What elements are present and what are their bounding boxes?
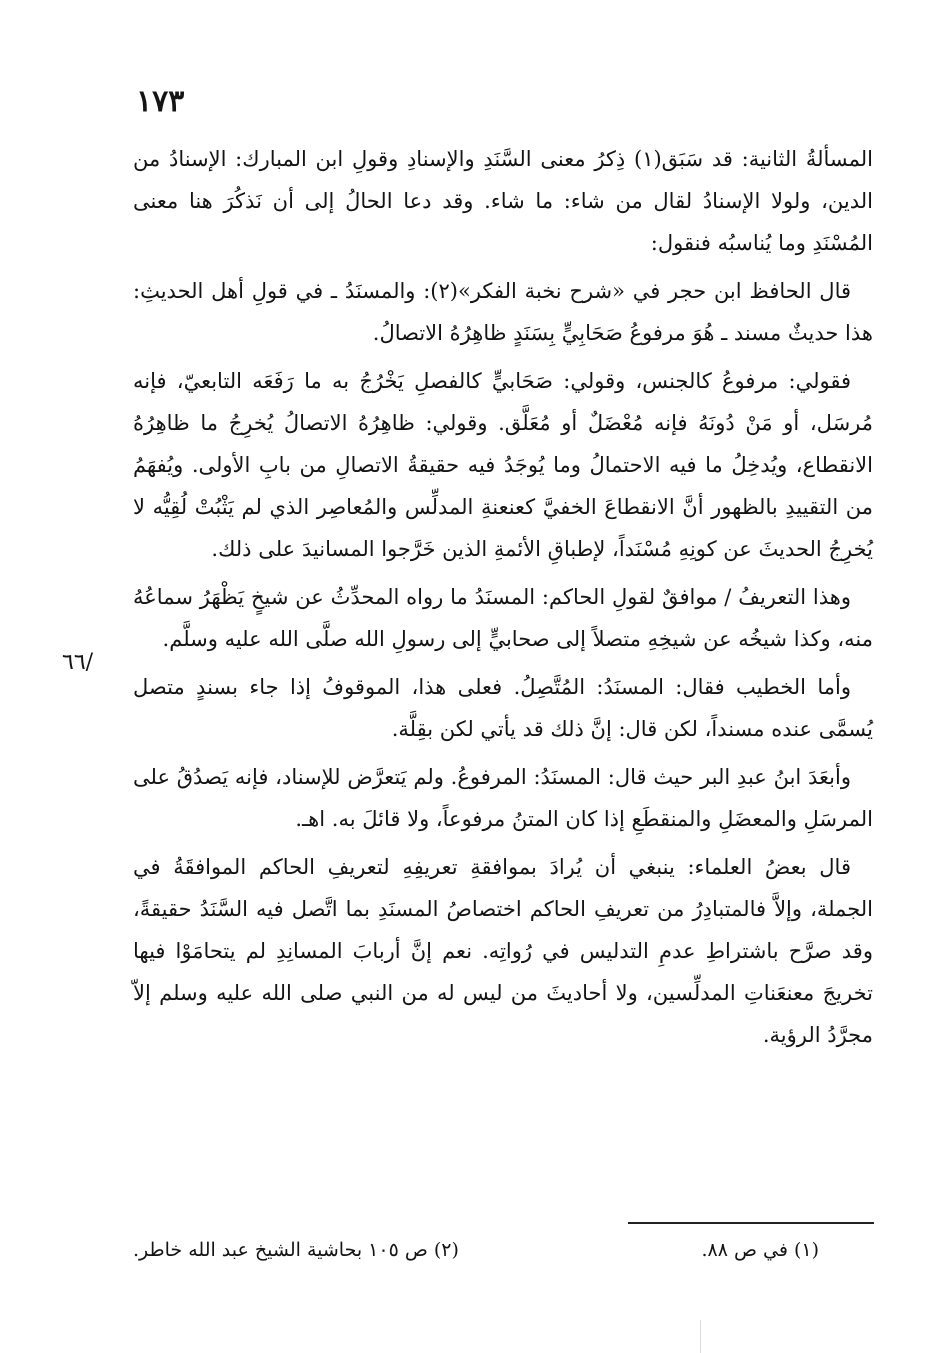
paragraph-7: قال بعضُ العلماء: ينبغي أن يُرادَ بموافقةِ تعريفِهِ لتعريفِ الحاكم الموافقَةُ في الجملة، وإلاَّ فالمتبادِرُ من تعريفِ الحاكم اختصاصُ المسنَدِ بما اتَّصل فيه السَّنَدُ حقيقةً، وقد صرَّح باشتراطِ عدمِ التدليس في رُواتِه. نعم إنَّ أربابَ المسانِدِ لم يتحامَوْا فيها تخريجَ معنعَناتِ المدلِّسين، ولا أحاديثَ من ليس له من النبي صلى الله عليه وسلم إلاّ مجرَّدُ الرؤية. xyxy=(133,855,873,1047)
paragraph-2: قال الحافظ ابن حجر في «شرح نخبة الفكر»(٢): والمسنَدُ ـ في قولِ أهل الحديثِ: هذا حديثٌ مسند ـ هُوَ مرفوعُ صَحَابِيٍّ بِسَنَدٍ ظاهِرُهُ الاتصالُ. xyxy=(133,279,873,345)
page-number: ١٧٣ xyxy=(136,84,185,119)
footnote-1: (١) في ص ٨٨. xyxy=(701,1239,819,1261)
paragraph-6: وأبعَدَ ابنُ عبدِ البر حيث قال: المسنَدُ: المرفوعُ. ولم يَتعرَّض للإسناد، فإنه يَصدُقُ على المرسَلِ والمعضَلِ والمنقطَعِ إذا كان المتنُ مرفوعاً، ولا قائلَ به. اهـ. xyxy=(133,765,873,831)
scan-artifact-line xyxy=(700,1320,701,1353)
main-text xyxy=(133,138,873,1062)
paragraph-1: المسألةُ الثانية: قد سَبَق(١) ذِكرُ معنى السَّنَدِ والإسنادِ وقولِ ابن المبارك: الإسنادُ من الدين، ولولا الإسنادُ لقال من شاء: ما شاء. وقد دعا الحالُ إلى أن نَذكُرَ هنا معنى المُسْنَدِ وما يُناسبُه فنقول: xyxy=(133,147,874,255)
paragraph-3: فقولي: مرفوعُ كالجنس، وقولي: صَحَابيٍّ كالفصلِ يَخْرُجُ به ما رَفَعَه التابعيّ، فإنه مُرسَل، أو مَنْ دُونَهُ فإنه مُعْضَلٌ أو مُعَلَّق. وقولي: ظاهِرُهُ الاتصالُ يُخرِجُ ما ظاهِرُهُ الانقطاع، ويُدخِلُ ما فيه الاحتمالُ وما يُوجَدُ فيه حقيقةُ الاتصالِ من بابِ الأولى. ويُفهَمُ من التقييدِ بالظهور أنَّ الانقطاعَ الخفيَّ كعنعنةِ المدلِّس والمُعاصِر الذي لم يَثْبُتْ لُقِيُّه لا يُخرِجُ الحديثَ عن كونِهِ مُسْنَداً، لإطباقِ الأئمةِ الذين خَرَّجوا المسانيدَ على ذلك. xyxy=(133,369,873,561)
footnote-2: (٢) ص ١٠٥ بحاشية الشيخ عبد الله خاطر. xyxy=(133,1239,459,1261)
paragraph-4: وهذا التعريفُ / موافقٌ لقولِ الحاكم: المسنَدُ ما رواه المحدِّثُ عن شيخٍ يَظْهَرُ سماعُهُ منه، وكذا شيخُه عن شيخِهِ متصلاً إلى صحابيٍّ إلى رسولِ الله صلَّى الله عليه وسلَّم. xyxy=(133,585,873,651)
footnote-separator xyxy=(628,1222,874,1224)
margin-page-marker: ٦٦/ xyxy=(62,650,94,675)
paragraph-5: وأما الخطيب فقال: المسنَدُ: المُتَّصِلُ. فعلى هذا، الموقوفُ إذا جاء بسندٍ متصل يُسمَّى عنده مسنداً، لكن قال: إنَّ ذلك قد يأتي لكن بقِلَّة. xyxy=(133,675,873,741)
footnotes xyxy=(133,1232,873,1268)
